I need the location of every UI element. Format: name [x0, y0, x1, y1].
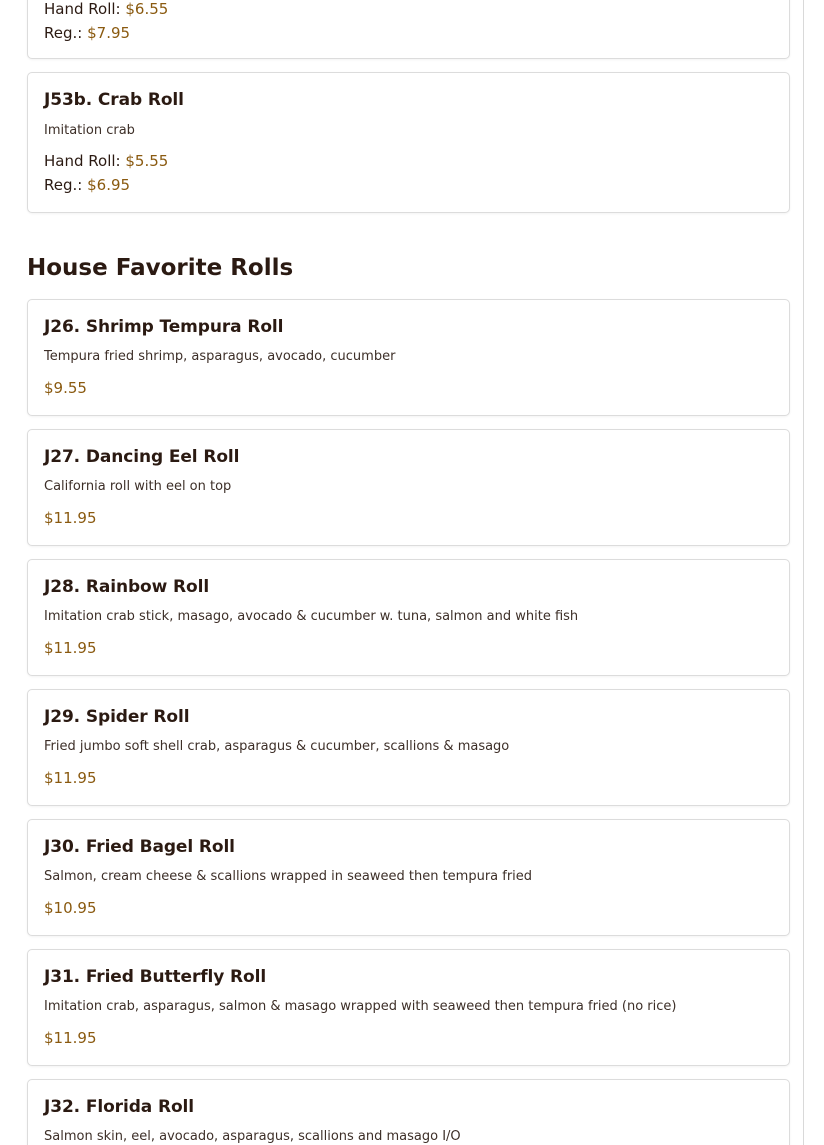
menu-item-card[interactable]: [27, 689, 790, 806]
page-edge-divider: [803, 0, 804, 1145]
item-title: J30. Fried Bagel Roll: [44, 837, 235, 857]
regular-label: Reg.:: [44, 24, 83, 42]
item-price: $11.95: [44, 1029, 97, 1047]
menu-item-card[interactable]: [27, 72, 790, 213]
item-description: Imitation crab: [44, 123, 135, 138]
regular-price: $7.95: [87, 24, 131, 42]
item-title: J32. Florida Roll: [44, 1097, 194, 1117]
regular-price-line: [44, 175, 130, 195]
menu-item-card[interactable]: [27, 1079, 790, 1145]
menu-item-card[interactable]: [27, 0, 790, 59]
item-description: Fried jumbo soft shell crab, asparagus & cucumber, scallions & masago: [44, 739, 510, 754]
item-price: $9.55: [44, 379, 87, 397]
item-price: $10.95: [44, 899, 97, 917]
regular-label: Reg.:: [44, 176, 83, 194]
item-description: Imitation crab stick, masago, avocado & cucumber w. tuna, salmon and white fish: [44, 609, 579, 624]
item-title: J27. Dancing Eel Roll: [44, 447, 240, 467]
item-description: California roll with eel on top: [44, 479, 232, 494]
regular-price-line: [44, 23, 130, 43]
hand-roll-price: $5.55: [125, 152, 169, 170]
item-price: $11.95: [44, 509, 97, 527]
menu-item-card[interactable]: [27, 819, 790, 936]
item-description: Salmon, cream cheese & scallions wrapped in seaweed then tempura fried: [44, 869, 533, 884]
regular-price: $6.95: [87, 176, 131, 194]
item-price: $11.95: [44, 769, 97, 787]
item-description: Imitation crab, asparagus, salmon & masago wrapped with seaweed then tempura fried (no rice): [44, 999, 677, 1014]
hand-roll-price: $6.55: [125, 0, 169, 18]
item-description: Tempura fried shrimp, asparagus, avocado, cucumber: [44, 349, 396, 364]
item-title: J29. Spider Roll: [44, 707, 190, 727]
item-title: J31. Fried Butterfly Roll: [44, 967, 267, 987]
section-title: House Favorite Rolls: [27, 255, 294, 281]
item-title: J28. Rainbow Roll: [44, 577, 210, 597]
item-title: J53b. Crab Roll: [44, 90, 184, 110]
item-price: $11.95: [44, 639, 97, 657]
hand-roll-price-line: [44, 151, 168, 171]
menu-item-card[interactable]: [27, 429, 790, 546]
hand-roll-price-line: [44, 0, 168, 19]
menu-item-card[interactable]: [27, 559, 790, 676]
menu-item-card[interactable]: [27, 299, 790, 416]
hand-roll-label: Hand Roll:: [44, 152, 121, 170]
menu-item-card[interactable]: [27, 949, 790, 1066]
item-title: J26. Shrimp Tempura Roll: [44, 317, 284, 337]
hand-roll-label: Hand Roll:: [44, 0, 121, 18]
item-description: Salmon skin, eel, avocado, asparagus, scallions and masago I/O: [44, 1129, 461, 1144]
